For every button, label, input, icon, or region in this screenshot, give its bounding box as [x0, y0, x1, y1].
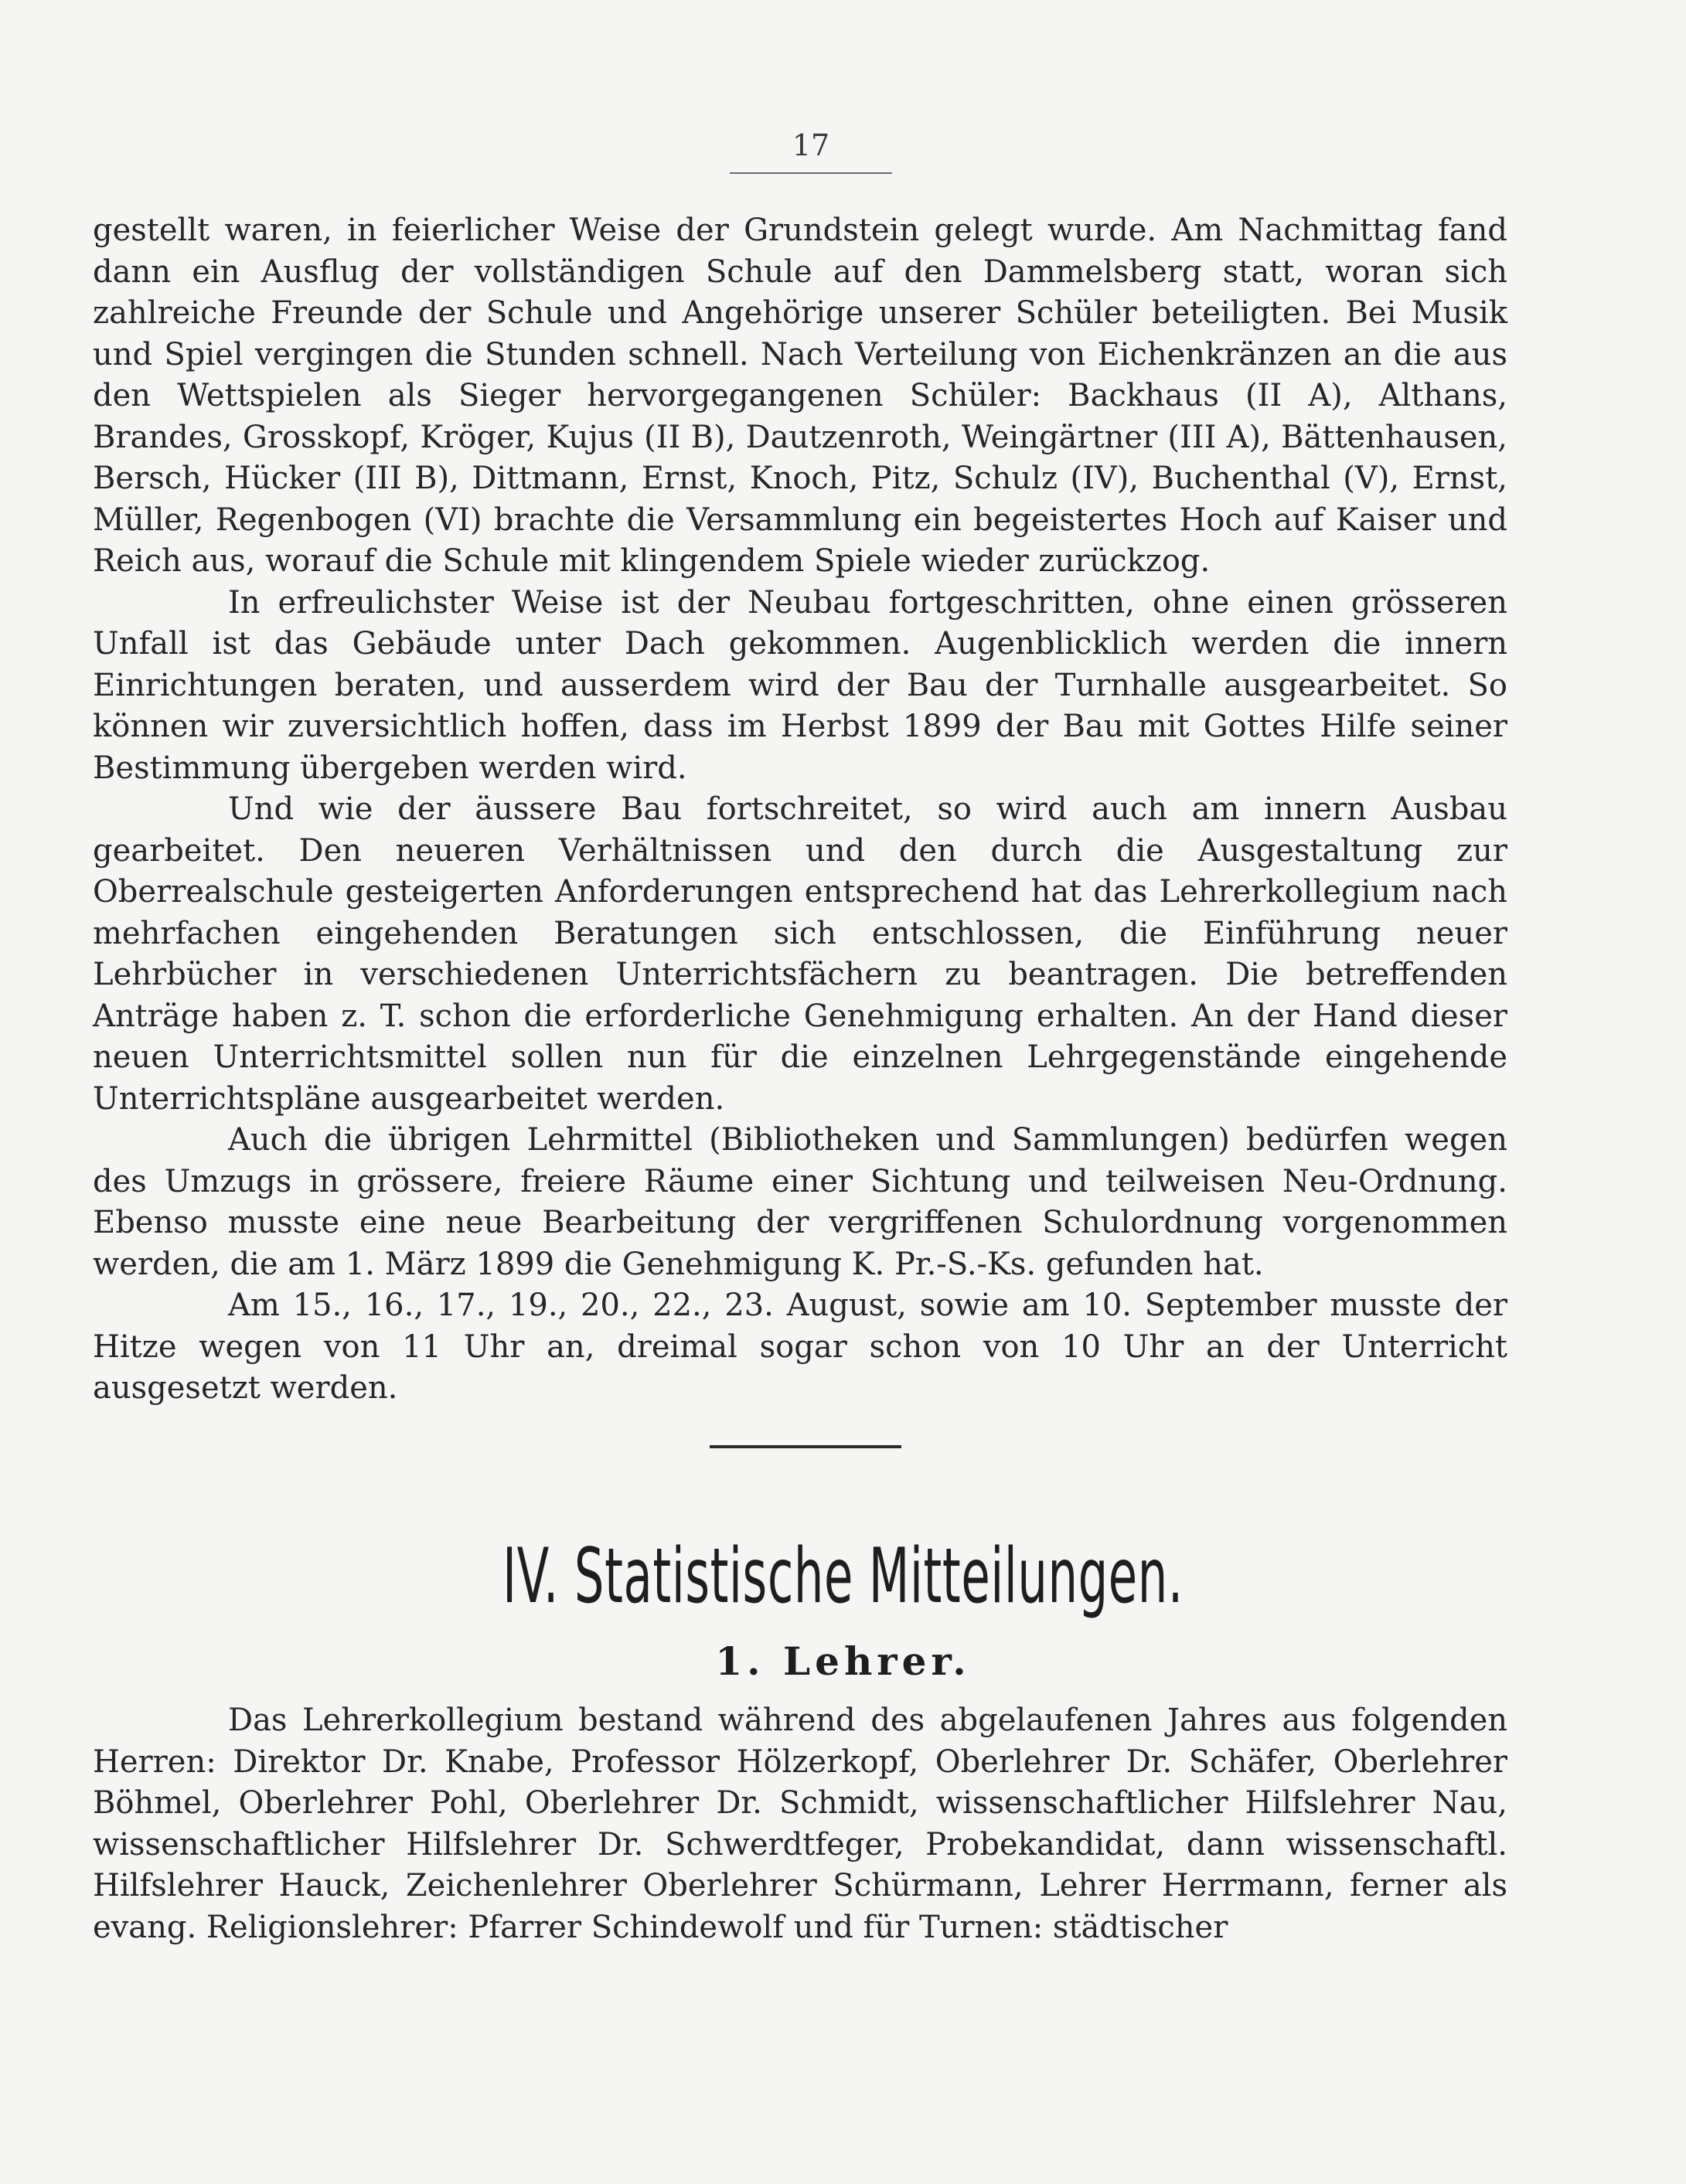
- body-text: [93, 210, 1507, 1410]
- page-number-rule: [730, 172, 892, 174]
- subsection-heading: 1. Lehrer.: [715, 1638, 971, 1684]
- section-text: [93, 1700, 1507, 1948]
- section-divider: [710, 1445, 901, 1448]
- paragraph-neubau: In erfreulichster Weise ist der Neubau fortgeschritten, ohne einen grösseren Unfall ist das Gebäude unter Dach gekommen. Augenblicklich werden die innern Einrichtungen beraten, und ausserdem wird der Bau der Turnhalle ausgearbeitet. So können wir zuversichtlich hoffen, dass im Herbst 1899 der Bau mit Gottes Hilfe seiner Bestimmung übergeben werden wird.: [93, 584, 1507, 786]
- paragraph-continuation: gestellt waren, in feierlicher Weise der Grundstein gelegt wurde. Am Nachmittag fand dann ein Ausflug der vollständigen Schule auf den Dammelsberg statt, woran sich zahlreiche Freunde der Schule und Angehörige unserer Schüler beteiligten. Bei Musik und Spiel vergingen die Stunden schnell. Nach Verteilung von Eichenkränzen an die aus den Wettspielen als Sieger hervorgegangenen Schüler: Backhaus (II A), Althans, Brandes, Grosskopf, Kröger, Kujus (II B), Dautzenroth, Weingärtner (III A), Bättenhausen, Bersch, Hücker (III B), Dittmann, Ernst, Knoch, Pitz, Schulz (IV), Buchenthal (V), Ernst, Müller, Regenbogen (VI) brachte die Versammlung ein begeistertes Hoch auf Kaiser und Reich aus, worauf die Schule mit klingendem Spiele wieder zurückzog.: [93, 213, 1507, 579]
- paragraph-hitzefrei: Am 15., 16., 17., 19., 20., 22., 23. August, sowie am 10. September musste der Hitze wegen von 11 Uhr an, dreimal sogar schon von 10 Uhr an der Unterricht ausgesetzt werden.: [93, 1288, 1507, 1406]
- paragraph-lehrerkollegium: Das Lehrerkollegium bestand während des abgelaufenen Jahres aus folgenden Herren: Direktor Dr. Knabe, Professor Hölzerkopf, Oberlehrer Dr. Schäfer, Oberlehrer Böhmel, Oberlehrer Pohl, Oberlehrer Dr. Schmidt, wissenschaftlicher Hilfslehrer Nau, wissenschaftlicher Hilfslehrer Dr. Schwerdtfeger, Probekandidat, dann wissenschaftl. Hilfslehrer Hauck, Zeichenlehrer Oberlehrer Schürmann, Lehrer Herrmann, ferner als evang. Religionslehrer: Pfarrer Schindewolf und für Turnen: städtischer: [93, 1703, 1507, 1945]
- section-heading: IV. Statistische Mitteilungen.: [502, 1533, 1184, 1621]
- paragraph-ausbau: Und wie der äussere Bau fortschreitet, so wird auch am innern Ausbau gearbeitet. Den neueren Verhältnissen und den durch die Ausgestaltung zur Oberrealschule gesteigerten Anforderungen entsprechend hat das Lehrerkollegium nach mehrfachen eingehenden Beratungen sich entschlossen, die Einführung neuer Lehrbücher in verschiedenen Unterrichtsfächern zu beantragen. Die betreffenden Anträge haben z. T. schon die erforderliche Genehmigung erhalten. An der Hand dieser neuen Unterrichtsmittel sollen nun für die einzelnen Lehrgegenstände eingehende Unterrichtspläne ausgearbeitet werden.: [93, 791, 1507, 1117]
- paragraph-lehrmittel: Auch die übrigen Lehrmittel (Bibliotheken und Sammlungen) bedürfen wegen des Umzugs in grössere, freiere Räume einer Sichtung und teilweisen Neu-Ordnung. Ebenso musste eine neue Bearbeitung der vergriffenen Schulordnung vorgenommen werden, die am 1. März 1899 die Genehmigung K. Pr.-S.-Ks. gefunden hat.: [93, 1122, 1507, 1282]
- page-number: 17: [792, 128, 830, 162]
